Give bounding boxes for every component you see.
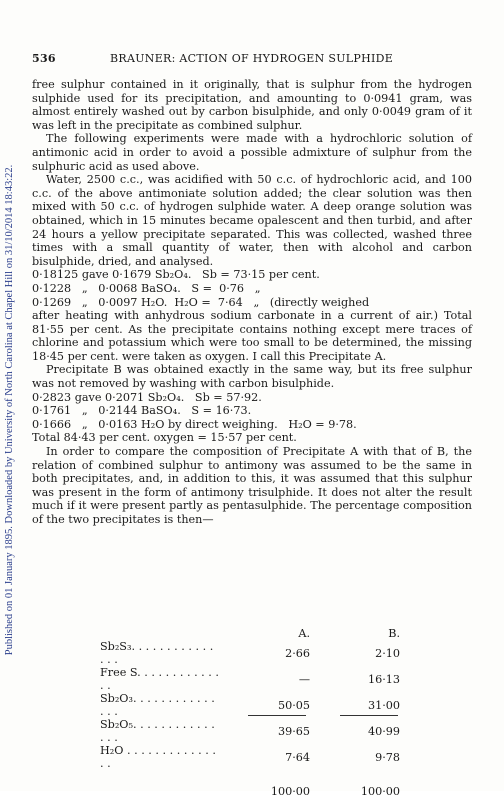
paragraph-after-a: after heating with anhydrous sodium carbonate in a current of air.) Total 81·55 per cent. As the precipitate contains nothing except mere traces of chlorine and potassium which were too small to be determined, the missing 18·45 per cent. were taken as oxygen. I call this Precipitate A. (32, 309, 472, 363)
table-header-row (100, 626, 406, 640)
table-row (100, 718, 406, 744)
paragraph-2: The following experiments were made with a hydrochloric solution of antimonic acid in order to avoid a possible admixture of sulphur from the sulphuric acid as used above. (32, 132, 472, 173)
value-a: — (298, 672, 310, 686)
value-a: 39·65 (277, 724, 310, 738)
running-header (32, 52, 472, 68)
total-a: 100·00 (270, 784, 310, 798)
table-row (100, 744, 406, 770)
value-a: 7·64 (285, 750, 310, 764)
value-a: 50·05 (277, 698, 310, 712)
running-title: BRAUNER: ACTION OF HYDROGEN SULPHIDE (110, 52, 394, 65)
row-label: Free S. . . . . . . . . . . . . . (100, 666, 219, 692)
paragraph-b-intro: Precipitate B was obtained exactly in the same way, but its free sulphur was not removed by washing with carbon bisulphide. (32, 363, 472, 391)
analysis-b-line-4: Total 84·43 per cent. oxygen = 15·57 per cent. (32, 431, 297, 445)
value-b: 31·00 (367, 698, 400, 712)
column-header-a: A. (298, 626, 310, 640)
column-header-b: B. (388, 626, 400, 640)
analysis-b-line-3: 0·1666 „ 0·0163 H₂O by direct weighing. H₂O = 9·78. (32, 417, 357, 431)
row-label: Sb₂O₅. . . . . . . . . . . . . . . (100, 718, 215, 744)
value-b: 9·78 (375, 750, 400, 764)
analysis-a-line-2: 0·1228 „ 0·0068 BaSO₄. S = 0·76 „ (32, 281, 261, 295)
value-b: 16·13 (367, 672, 400, 686)
table-row (100, 666, 406, 692)
value-b: 40·99 (367, 724, 400, 738)
paragraph-final: In order to compare the composition of Precipitate A with that of B, the relation of combined sulphur to antimony was assumed to be the same in both precipitates, and, in addition to this, it was assumed that this sulphur was present in the form of antimony trisulphide. It does not alter the result much if it were present partly as pentasulphide. The percentage composition of the two precipitates is then— (32, 445, 472, 526)
provenance-sidebar (4, 60, 18, 760)
analysis-b-line-2: 0·1761 „ 0·2144 BaSO₄. S = 16·73. (32, 404, 252, 418)
value-a: 2·66 (285, 646, 310, 660)
analysis-b-line-1: 0·2823 gave 0·2071 Sb₂O₄. Sb = 57·92. (32, 390, 262, 404)
composition-table (100, 626, 406, 798)
paragraph-1: free sulphur contained in it originally, that is sulphur from the hydrogen sulphide used for its precipitation, and amounting to 0·0941 gram, was almost entirely washed out by carbon bisulphide, and only 0·0049 gram of it was left in the precipitate as combined sulphur. (32, 78, 472, 132)
table-total-row (100, 784, 406, 798)
paragraph-3: Water, 2500 c.c., was acidified with 50 c.c. of hydrochloric acid, and 100 c.c. of the above antimoniate solution added; the clear solution was then mixed with 50 c.c. of hydrogen sulphide water. A deep orange solution was obtained, which in 15 minutes became opalescent and then turbid, and after 24 hours a yellow precipitate separated. This was collected, washed three times with a small quantity of water, then with alcohol and carbon bisulphide, dried, and analysed. (32, 173, 472, 268)
provenance-text: Published on 01 January 1895. Downloaded by University of North Carolina at Chapel Hill on 31/10/2014 18:43:22. (4, 164, 15, 656)
row-label: Sb₂O₃. . . . . . . . . . . . . . . (100, 692, 215, 718)
row-label: Sb₂S₃. . . . . . . . . . . . . . . (100, 640, 214, 666)
analysis-a-line-3: 0·1269 „ 0·0097 H₂O. H₂O = 7·64 „ (directly weighed (32, 295, 370, 309)
analysis-a-line-1: 0·18125 gave 0·1679 Sb₂O₄. Sb = 73·15 per cent. (32, 268, 320, 282)
page-number: 536 (32, 52, 56, 65)
row-label: H₂O . . . . . . . . . . . . . . . (100, 744, 216, 770)
total-rule-b (340, 715, 398, 716)
article-body (32, 78, 472, 527)
total-b: 100·00 (360, 784, 400, 798)
value-b: 2·10 (375, 646, 400, 660)
total-rule-a (248, 715, 306, 716)
table-row (100, 640, 406, 666)
